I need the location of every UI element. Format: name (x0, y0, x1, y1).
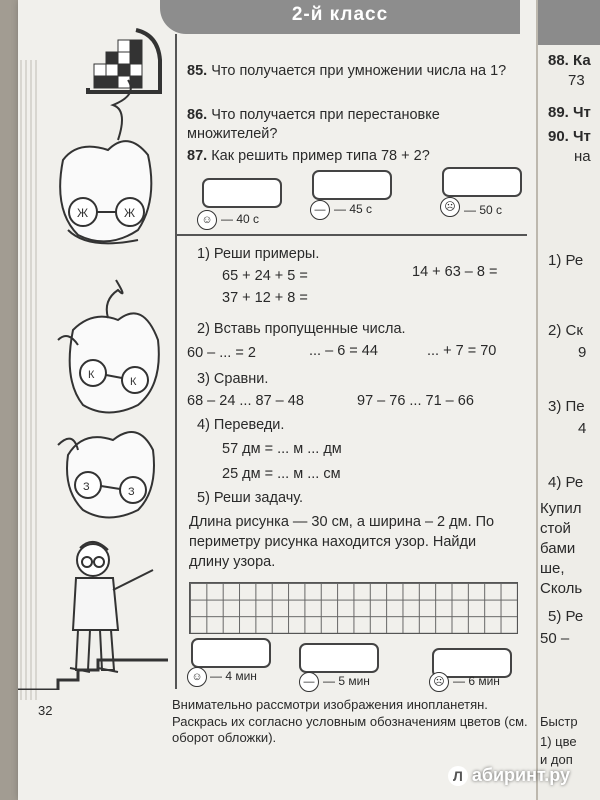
pixel-stair-logo (88, 30, 160, 92)
smile-icon: ☺ (187, 667, 207, 687)
next-page-fragment: 3) Пе (548, 398, 585, 415)
task-1-example: 14 + 63 – 8 = (412, 264, 498, 280)
question-87 (187, 147, 517, 166)
alien-letter: З (128, 486, 135, 498)
task-3-example: 68 – 24 ... 87 – 48 (187, 393, 304, 409)
exercise-panel (175, 34, 527, 689)
alien-letter: Ж (124, 206, 136, 220)
next-page-fragment: стой (540, 520, 571, 537)
question-text: Как решить пример типа 78 + 2? (211, 148, 430, 164)
bottom-stair-line (18, 660, 168, 690)
task-3-example: 97 – 76 ... 71 – 66 (357, 393, 474, 409)
task-5-title: 5) Реши задачу. (197, 490, 304, 506)
next-page-fragment: Купил (540, 500, 582, 517)
question-text: Что получается при умножении числа на 1? (211, 63, 507, 79)
answer-box[interactable] (202, 178, 282, 208)
next-page-fragment: 90. Чт (548, 128, 591, 145)
task-1-example: 37 + 12 + 8 = (222, 290, 308, 306)
next-page-header-strip (538, 0, 600, 45)
question-number: 86. (187, 107, 208, 123)
page-title: 2-й класс (291, 4, 389, 25)
next-page-fragment: Быстр (540, 714, 578, 729)
question-number: 87. (187, 148, 208, 164)
next-page-fragment: и доп (540, 752, 573, 767)
task-4-example: 57 дм = ... м ... дм (222, 441, 342, 457)
illustration-column (18, 0, 168, 690)
header-bar (160, 0, 520, 34)
timer-label: — 50 с (464, 203, 503, 217)
task-1-example: 65 + 24 + 5 = (222, 268, 308, 284)
boy-teacher-illustration (70, 542, 153, 672)
task-5-text: Длина рисунка — 30 см, а ширина – 2 дм. По периметру рисунка находится узор. Найди длину узора. (189, 514, 495, 570)
next-page-fragment: 4 (578, 420, 587, 437)
alien-illustration (60, 80, 151, 243)
question-text: Что получается при перестановке множителей? (187, 107, 440, 142)
question-86 (187, 106, 517, 144)
next-page-fragment: 73 (568, 72, 585, 89)
section-divider (177, 234, 527, 236)
labirint-logo-icon: Л (448, 766, 468, 786)
next-page-fragment: 1) Ре (548, 252, 584, 269)
next-page-fragment: 1) цве (540, 734, 577, 749)
timer-label: — 5 мин (323, 674, 370, 688)
next-page-fragment: Сколь (540, 580, 583, 597)
next-page-fragment: 5) Ре (548, 608, 584, 625)
task-2-title: 2) Вставь пропущенные числа. (197, 321, 406, 337)
task-1-title: 1) Реши примеры. (197, 246, 320, 262)
answer-box[interactable] (191, 638, 271, 668)
illustration-svg (18, 0, 168, 690)
answer-box[interactable] (299, 643, 379, 673)
sad-face-icon: ☹ (440, 197, 460, 217)
neutral-face-icon: — (299, 672, 319, 692)
timer-label: — 4 мин (210, 669, 257, 683)
next-page-fragment: 4) Ре (548, 474, 584, 491)
task-4-example: 25 дм = ... м ... см (222, 466, 341, 482)
alien-letter: Ж (77, 206, 89, 220)
smile-icon: ☺ (197, 210, 217, 230)
timer-label: — 6 мин (453, 674, 500, 688)
alien-illustration (58, 432, 154, 518)
answer-box[interactable] (442, 167, 522, 197)
alien-illustration (58, 280, 159, 413)
page-number: 32 (38, 703, 53, 718)
next-page-fragment: бами (540, 540, 576, 557)
next-page-fragment: 9 (578, 344, 587, 361)
alien-letter: К (130, 376, 137, 388)
next-page-fragment: 89. Чт (548, 104, 591, 121)
footer-instruction: Внимательно рассмотри изображения инопланетян. Раскрась их согласно условным обозначениям цветов (см. оборот обложки). (172, 697, 528, 745)
answer-box[interactable] (312, 170, 392, 200)
task-3-title: 3) Сравни. (197, 371, 269, 387)
task-2-example: 60 – ... = 2 (187, 345, 256, 361)
answer-grid[interactable] (189, 582, 518, 634)
next-page-fragment: 88. Ка (548, 52, 591, 69)
next-page-fragment: на (574, 148, 591, 165)
watermark (448, 765, 570, 786)
next-page-edge (536, 0, 600, 800)
sad-face-icon: ☹ (429, 672, 449, 692)
task-4-title: 4) Переведи. (197, 417, 285, 433)
timer-label: — 40 с (221, 212, 260, 226)
next-page-fragment: 2) Ск (548, 322, 583, 339)
next-page-fragment: ше, (540, 560, 565, 577)
task-2-example: ... – 6 = 44 (309, 343, 378, 359)
watermark-text: абиринт.ру (471, 765, 570, 785)
question-85 (187, 62, 517, 81)
alien-letter: К (88, 369, 95, 381)
alien-letter: З (83, 481, 90, 493)
timer-label: — 45 с (334, 202, 373, 216)
next-page-fragment: 50 – (540, 630, 570, 647)
task-2-example: ... + 7 = 70 (427, 343, 497, 359)
neutral-face-icon: — (310, 200, 330, 220)
question-number: 85. (187, 63, 208, 79)
